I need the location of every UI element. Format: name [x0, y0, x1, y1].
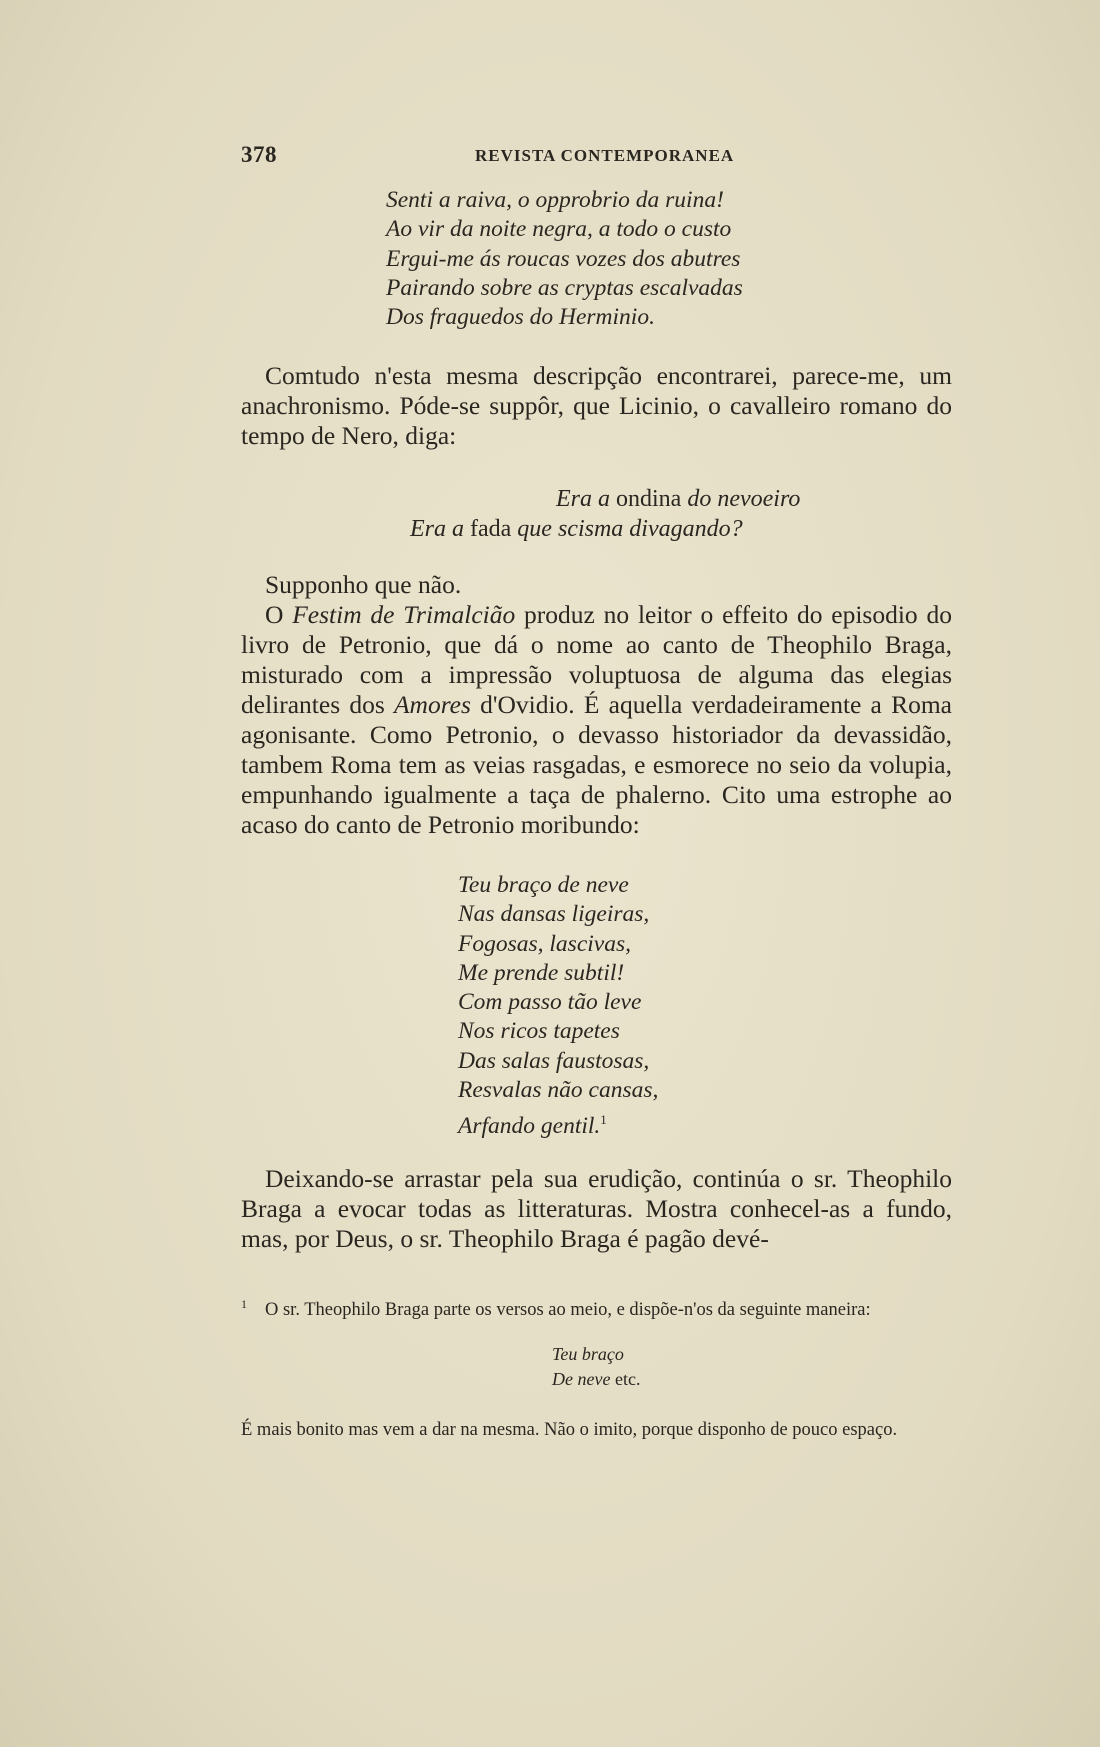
verse-line: Ergui-me ás roucas vozes dos abutres — [386, 245, 741, 272]
verse-line: Pairando sobre as cryptas escalvadas — [386, 274, 743, 301]
verse-line: Resvalas não cansas, — [458, 1077, 659, 1104]
paragraph-anachronismo: Comtudo n'esta mesma descripção encontrarei, parece-me, um anachronismo. Póde-se suppôr, que Licinio, o cavalleiro romano do tempo de Nero, diga: — [241, 361, 952, 450]
verse-line: Era a ondina do nevoeiro — [556, 486, 801, 512]
footnote-verse-line: De neve etc. — [552, 1369, 641, 1389]
footnote-closing: É mais bonito mas vem a dar na mesma. Não o imito, porque disponho de pouco espaço. — [241, 1420, 898, 1440]
footnote-1: $^1$ O sr. Theophilo Braga parte os versos ao meio, e dispõe-n'os da seguinte maneira: — [241, 1297, 871, 1321]
verse-line: Arfando gentil.$^1$ — [458, 1112, 607, 1140]
verse-line: Nas dansas ligeiras, — [458, 901, 650, 928]
running-title: REVISTA CONTEMPORANEA — [475, 146, 735, 165]
paragraph-supponho: Supponho que não. — [265, 570, 462, 599]
verse-line: Fogosas, lascivas, — [458, 930, 631, 957]
verse-line: Teu braço de neve — [458, 872, 629, 898]
verse-line: Dos fraguedos do Herminio. — [386, 304, 655, 331]
verse-line: Me prende subtil! — [458, 959, 625, 986]
footnote-marker[interactable]: 1 — [600, 1112, 607, 1128]
paragraph-erudicao: Deixando-se arrastar pela sua erudição, continúa o sr. Theophilo Braga a evocar todas as litteraturas. Mostra conhecel-as a fundo, mas, por Deus, o sr. Theophilo Braga é pagão devé- — [241, 1164, 952, 1253]
verse-line: Era a fada que scisma divagando? — [410, 516, 743, 542]
footnote-number: 1 — [241, 1297, 247, 1311]
footnote-verse — [552, 1342, 640, 1392]
verse-line: Ao vir da noite negra, a todo o custo — [386, 216, 732, 243]
footnote-verse-line: Teu braço — [552, 1344, 624, 1364]
verse-stanza-herminio — [386, 186, 743, 332]
verse-stanza-ondina — [410, 484, 800, 544]
verse-stanza-petronio — [458, 871, 658, 1142]
verse-line: Com passo tão leve — [458, 989, 642, 1016]
verse-line: Nos ricos tapetes — [458, 1018, 620, 1045]
page-number: 378 — [241, 142, 277, 167]
paragraph-festim: O Festim de Trimalcião produz no leitor o effeito do episodio do livro de Petronio, que dá o nome ao canto de Theophilo Braga, misturado com a impressão voluptuosa de alguma das elegias delirantes dos Amores d'Ovidio. É aquella verdadeiramente a Roma agonisante. Como Petronio, o devasso historiador da devassidão, tambem Roma tem as veias rasgadas, e esmorece no seio da volupia, empunhando igualmente a taça de phalerno. Cito uma estrophe ao acaso do canto de Petronio moribundo: — [241, 600, 952, 839]
work-title-amores: Amores — [393, 690, 471, 719]
verse-line: Senti a raiva, o opprobrio da ruina! — [386, 187, 724, 213]
verse-line: Das salas faustosas, — [458, 1047, 650, 1074]
page-header — [241, 142, 961, 176]
work-title-festim: Festim de Trimalcião — [292, 600, 516, 629]
